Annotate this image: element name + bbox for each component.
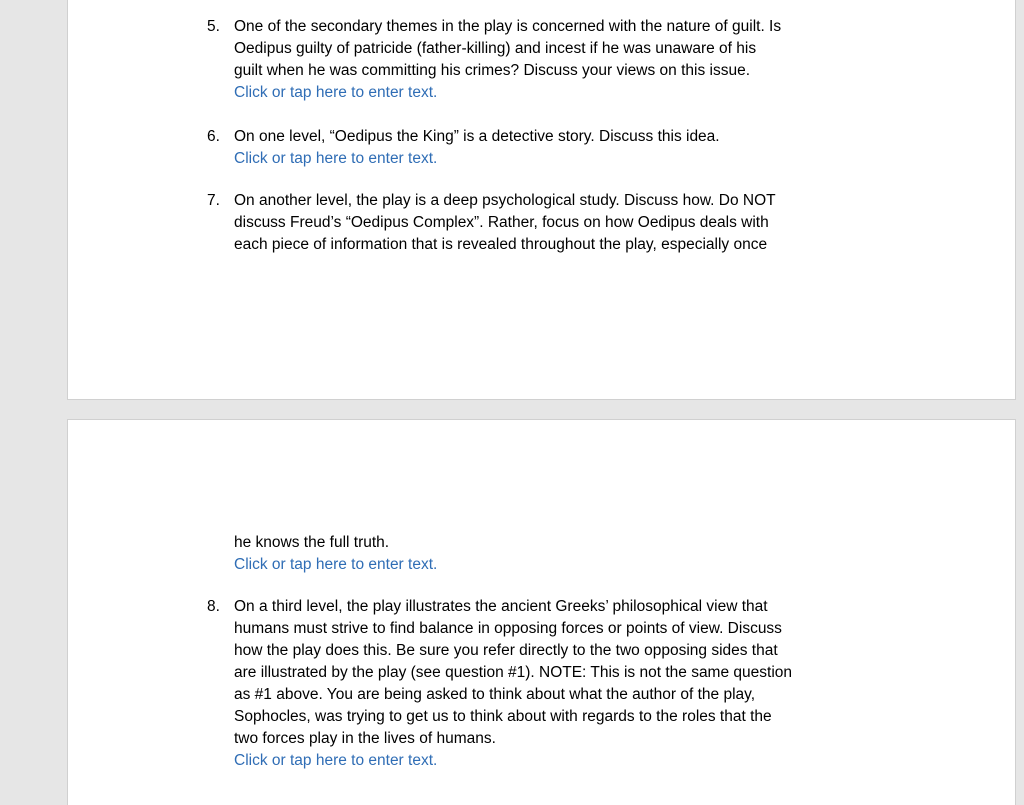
- question-text-line: Oedipus guilty of patricide (father-killing) and incest if he was unaware of his: [234, 40, 757, 57]
- question-8: [207, 596, 874, 772]
- question-number: 7.: [207, 192, 220, 209]
- question-text-line: On another level, the play is a deep psychological study. Discuss how. Do NOT: [234, 192, 776, 209]
- document-page-2: [68, 420, 1015, 805]
- question-text-line: discuss Freud’s “Oedipus Complex”. Rather, focus on how Oedipus deals with: [234, 214, 769, 231]
- question-text-line: as #1 above. You are being asked to think about what the author of the play,: [234, 686, 756, 703]
- question-text-line: One of the secondary themes in the play is concerned with the nature of guilt. Is: [234, 18, 782, 35]
- question-number: 5.: [207, 18, 220, 35]
- document-page-1: [68, 0, 1015, 399]
- question-text-line: On one level, “Oedipus the King” is a detective story. Discuss this idea.: [234, 128, 720, 145]
- answer-placeholder-7[interactable]: Click or tap here to enter text.: [234, 556, 438, 573]
- question-text-line: are illustrated by the play (see question #1). NOTE: This is not the same question: [234, 664, 792, 681]
- question-text-line: two forces play in the lives of humans.: [234, 730, 496, 747]
- question-text-line: humans must strive to find balance in opposing forces or points of view. Discuss: [234, 620, 782, 637]
- question-6: [207, 126, 874, 170]
- question-number: 6.: [207, 128, 220, 145]
- question-text-line: how the play does this. Be sure you refer directly to the two opposing sides that: [234, 642, 778, 659]
- question-text-line: each piece of information that is revealed throughout the play, especially once: [234, 236, 768, 253]
- question-text-line: he knows the full truth.: [234, 534, 390, 551]
- answer-placeholder-8[interactable]: Click or tap here to enter text.: [234, 752, 438, 769]
- question-5: [207, 16, 874, 104]
- answer-placeholder-5[interactable]: Click or tap here to enter text.: [234, 84, 438, 101]
- question-text-line: guilt when he was committing his crimes? Discuss your views on this issue.: [234, 62, 750, 79]
- question-text-line: Sophocles, was trying to get us to think about with regards to the roles that the: [234, 708, 772, 725]
- question-7: [207, 190, 874, 256]
- question-7-continuation: [234, 532, 874, 576]
- question-number: 8.: [207, 598, 220, 615]
- answer-placeholder-6[interactable]: Click or tap here to enter text.: [234, 150, 438, 167]
- question-text-line: On a third level, the play illustrates the ancient Greeks’ philosophical view that: [234, 598, 768, 615]
